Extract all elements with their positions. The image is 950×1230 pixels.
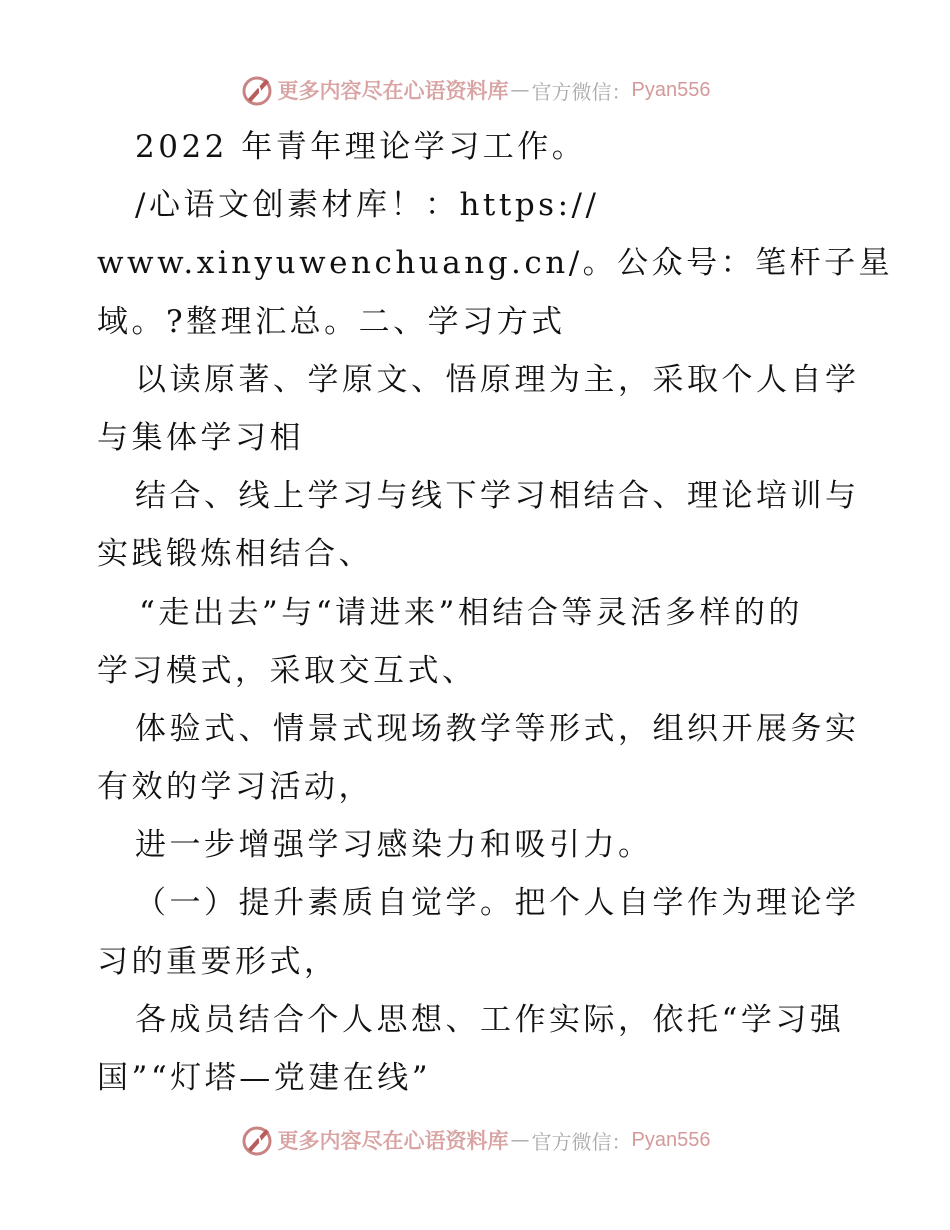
header-watermark [0,70,950,110]
watermark-wechat-label: 官方微信： [531,79,632,104]
watermark-separator: — [510,1129,530,1151]
text-line: （一）提升素质自觉学。把个人自学作为理论学 [135,885,860,922]
watermark-wechat-label: 官方微信： [531,1129,632,1154]
watermark-wechat-id: Pyan556 [631,78,711,101]
text-line: 体验式、情景式现场教学等形式，组织开展务实 [135,710,860,747]
footer-watermark [0,1120,950,1160]
text-line: 与集体学习相 [97,419,304,456]
text-line: 各成员结合个人思想、工作实际，依托“学习强 [135,1001,845,1038]
watermark-brand: 更多内容尽在心语资料库 [277,78,509,103]
quill-seal-icon [240,73,274,107]
text-line: “走出去”与“请进来”相结合等灵活多样的的 [139,594,803,631]
watermark-separator: — [510,79,530,101]
text-line: www.xinyuwenchuang.cn/。公众号：笔杆子星 [97,245,894,282]
text-line: 域。?整理汇总。二、学习方式 [97,303,566,340]
text-line: 国”“灯塔—党建在线” [97,1060,432,1096]
text-line: /心语文创素材库！：https:// [135,187,600,224]
text-line: 实践锻炼相结合、 [97,536,373,573]
text-line: 习的重要形式， [97,943,339,980]
text-line: 学习模式，采取交互式、 [97,652,477,689]
quill-seal-icon [240,1123,274,1157]
text-line: 结合、线上学习与线下学习相结合、理论培训与 [135,478,860,515]
text-line: 有效的学习活动， [97,769,373,806]
document-body [97,118,894,1107]
text-line: 以读原著、学原文、悟原理为主，采取个人自学 [135,361,860,398]
text-line: 进一步增强学习感染力和吸引力。 [135,827,653,864]
watermark-brand: 更多内容尽在心语资料库 [277,1128,509,1153]
watermark-wechat-id: Pyan556 [631,1128,711,1151]
text-line: 2022 年青年理论学习工作。 [135,129,587,165]
